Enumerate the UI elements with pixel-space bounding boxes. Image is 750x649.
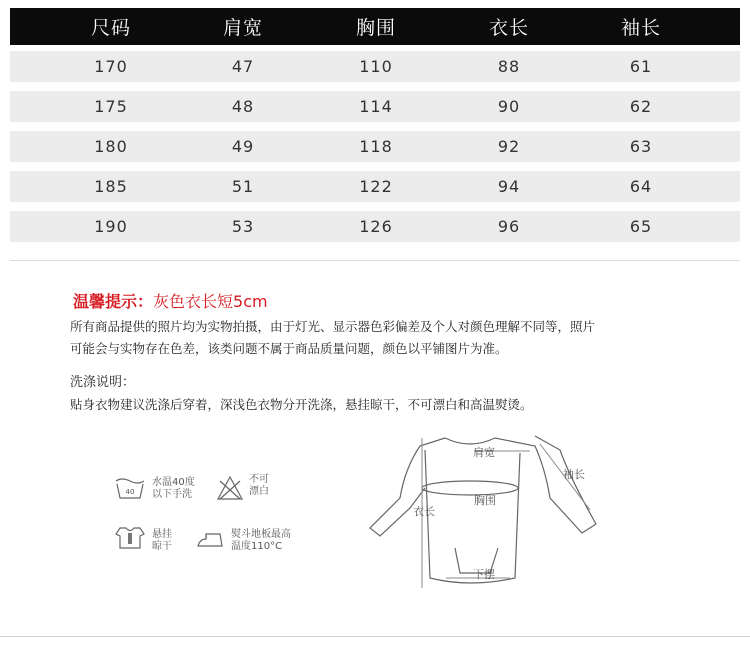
table-cell: 110 xyxy=(359,57,393,76)
bleach-label-1: 不可 xyxy=(249,474,269,485)
table-cell: 118 xyxy=(359,137,393,156)
table-row xyxy=(10,171,740,202)
length-label: 衣长 xyxy=(413,505,435,518)
table-cell: 47 xyxy=(231,57,255,76)
table-cell: 49 xyxy=(231,137,255,156)
table-cell: 114 xyxy=(359,97,393,116)
iron-icon xyxy=(196,531,224,549)
shoulder-label: 肩宽 xyxy=(473,446,495,459)
table-header xyxy=(10,8,740,45)
table-cell: 92 xyxy=(497,137,521,156)
iron-label-1: 熨斗地板最高 xyxy=(231,529,291,540)
wash-label-2: 以下手洗 xyxy=(152,489,192,500)
table-cell: 62 xyxy=(629,97,653,116)
table-row xyxy=(10,131,740,162)
table-row xyxy=(10,51,740,82)
bleach-instruction xyxy=(249,474,269,498)
garment-diagram xyxy=(360,428,615,598)
hand-wash-icon xyxy=(114,476,146,500)
table-cell: 126 xyxy=(359,217,393,236)
table-row xyxy=(10,211,740,242)
tip-label: 温馨提示： xyxy=(73,292,154,311)
table-cell: 190 xyxy=(94,217,128,236)
table-cell: 48 xyxy=(231,97,255,116)
table-cell: 180 xyxy=(94,137,128,156)
table-cell: 122 xyxy=(359,177,393,196)
disclaimer-text xyxy=(70,316,710,360)
no-bleach-icon xyxy=(216,475,244,501)
table-cell: 63 xyxy=(629,137,653,156)
hang-instruction xyxy=(152,529,172,553)
table-cell: 170 xyxy=(94,57,128,76)
table-cell: 65 xyxy=(629,217,653,236)
table-cell: 90 xyxy=(497,97,521,116)
header-size: 尺码 xyxy=(90,17,132,39)
tip-heading xyxy=(73,289,268,312)
iron-instruction xyxy=(231,529,291,553)
header-sleeve: 袖长 xyxy=(620,17,662,39)
header-chest: 胸围 xyxy=(355,17,397,39)
wash-label-1: 水温40度 xyxy=(152,477,195,488)
header-length: 衣长 xyxy=(488,17,530,39)
table-cell: 61 xyxy=(629,57,653,76)
disclaimer-line-2: 可能会与实物存在色差，该类问题不属于商品质量问题，颜色以平铺图片为准。 xyxy=(70,341,508,356)
table-cell: 94 xyxy=(497,177,521,196)
table-cell: 64 xyxy=(629,177,653,196)
header-shoulder: 肩宽 xyxy=(222,17,264,39)
hang-dry-icon xyxy=(114,524,146,550)
tip-text: 灰色衣长短5cm xyxy=(153,292,268,311)
iron-label-2: 温度110°C xyxy=(231,541,283,552)
table-cell: 88 xyxy=(497,57,521,76)
wash-text: 贴身衣物建议洗涤后穿着，深浅色衣物分开洗涤，悬挂晾干，不可漂白和高温熨烫。 xyxy=(70,397,533,412)
table-cell: 53 xyxy=(231,217,255,236)
table-cell: 175 xyxy=(94,97,128,116)
sleeve-label: 袖长 xyxy=(563,468,585,481)
size-table xyxy=(10,8,740,242)
section-divider xyxy=(10,260,740,261)
bleach-label-2: 漂白 xyxy=(249,486,269,497)
wash-title: 洗涤说明： xyxy=(70,375,136,390)
wash-temp-text: 40 xyxy=(125,488,135,496)
hang-label-1: 悬挂 xyxy=(152,529,172,540)
table-cell: 96 xyxy=(497,217,521,236)
table-cell: 185 xyxy=(94,177,128,196)
disclaimer-line-1: 所有商品提供的照片均为实物拍摄，由于灯光、显示器色彩偏差及个人对颜色理解不同等，照片 xyxy=(70,319,596,334)
table-cell: 51 xyxy=(231,177,255,196)
hem-label: 下摆 xyxy=(473,568,495,581)
chest-label: 胸围 xyxy=(474,494,496,507)
bottom-divider xyxy=(0,636,750,637)
wash-instruction xyxy=(152,477,195,501)
hang-label-2: 晾干 xyxy=(152,541,172,552)
table-row xyxy=(10,91,740,122)
